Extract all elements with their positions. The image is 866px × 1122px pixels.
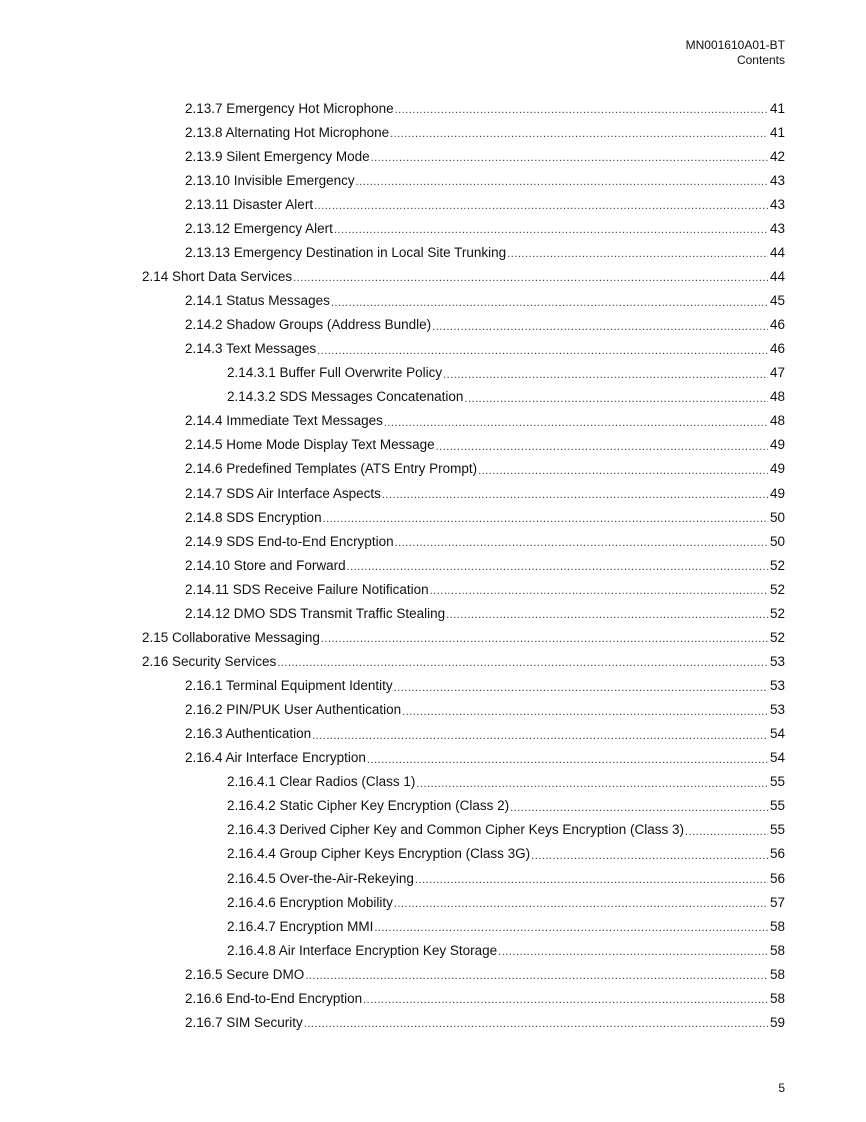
toc-dot-leader — [374, 922, 768, 934]
toc-entry-title: 2.14 Short Data Services — [142, 268, 293, 284]
toc-entry-title: 2.16.1 Terminal Equipment Identity — [185, 678, 393, 694]
toc-entry-title: 2.14.10 Store and Forward — [185, 557, 346, 573]
toc-entry[interactable] — [0, 337, 785, 361]
toc-dot-leader — [304, 1018, 768, 1030]
toc-entry-page: 52 — [769, 581, 785, 597]
toc-entry-page: 57 — [769, 894, 785, 910]
toc-dot-leader — [443, 369, 768, 381]
toc-entry[interactable] — [0, 168, 785, 192]
toc-entry-page: 54 — [769, 750, 785, 766]
toc-dot-leader — [363, 994, 768, 1006]
toc-entry-title: 2.16.4.7 Encryption MMI — [227, 918, 374, 934]
toc-entry-page: 50 — [769, 533, 785, 549]
toc-dot-leader — [416, 778, 768, 790]
toc-entry-title: 2.16.4.4 Group Cipher Keys Encryption (Class 3G) — [227, 846, 531, 862]
toc-dot-leader — [498, 946, 768, 958]
toc-entry-page: 48 — [769, 389, 785, 405]
toc-entry-page: 56 — [769, 846, 785, 862]
table-of-contents — [0, 96, 866, 1034]
toc-entry[interactable] — [0, 818, 785, 842]
toc-entry-title: 2.15 Collaborative Messaging — [142, 629, 320, 645]
toc-entry[interactable] — [0, 770, 785, 794]
toc-entry-title: 2.16.3 Authentication — [185, 726, 312, 742]
toc-entry[interactable] — [0, 361, 785, 385]
toc-entry-page: 45 — [769, 293, 785, 309]
page-number: 5 — [778, 1081, 785, 1095]
toc-dot-leader — [685, 826, 768, 838]
toc-dot-leader — [334, 224, 768, 236]
toc-entry[interactable] — [0, 457, 785, 481]
toc-dot-leader — [314, 200, 768, 212]
toc-entry-title: 2.13.10 Invisible Emergency — [185, 172, 355, 188]
toc-dot-leader — [394, 682, 768, 694]
toc-dot-leader — [446, 609, 768, 621]
toc-entry-page: 58 — [769, 990, 785, 1006]
toc-entry[interactable] — [0, 96, 785, 120]
toc-entry[interactable] — [0, 264, 785, 288]
toc-entry-title: 2.13.13 Emergency Destination in Local Site Trunking — [185, 244, 507, 260]
toc-entry[interactable] — [0, 986, 785, 1010]
toc-entry-page: 53 — [769, 702, 785, 718]
toc-entry[interactable] — [0, 1010, 785, 1034]
toc-entry-page: 46 — [769, 317, 785, 333]
toc-dot-leader — [293, 272, 768, 284]
toc-entry-page: 55 — [769, 774, 785, 790]
toc-entry-page: 56 — [769, 870, 785, 886]
toc-entry-title: 2.16 Security Services — [142, 653, 277, 669]
toc-entry[interactable] — [0, 577, 785, 601]
section-title: Contents — [736, 53, 785, 67]
toc-entry-page: 55 — [769, 798, 785, 814]
toc-entry[interactable] — [0, 674, 785, 698]
toc-entry-page: 58 — [769, 918, 785, 934]
toc-entry[interactable] — [0, 144, 785, 168]
toc-dot-leader — [277, 657, 768, 669]
toc-dot-leader — [531, 850, 768, 862]
toc-entry-page: 53 — [769, 653, 785, 669]
toc-entry[interactable] — [0, 240, 785, 264]
toc-entry-title: 2.14.4 Immediate Text Messages — [185, 413, 383, 429]
toc-entry-title: 2.14.2 Shadow Groups (Address Bundle) — [185, 317, 432, 333]
toc-entry-page: 49 — [769, 485, 785, 501]
toc-entry[interactable] — [0, 866, 785, 890]
toc-entry-page: 54 — [769, 726, 785, 742]
toc-entry[interactable] — [0, 553, 785, 577]
toc-entry-title: 2.16.5 Secure DMO — [185, 966, 305, 982]
toc-entry-title: 2.13.7 Emergency Hot Microphone — [185, 100, 394, 116]
toc-dot-leader — [321, 633, 768, 645]
toc-dot-leader — [367, 754, 768, 766]
toc-entry[interactable] — [0, 746, 785, 770]
toc-entry-title: 2.16.7 SIM Security — [185, 1014, 303, 1030]
toc-entry[interactable] — [0, 914, 785, 938]
toc-entry[interactable] — [0, 649, 785, 673]
toc-entry-title: 2.14.1 Status Messages — [185, 293, 330, 309]
toc-entry-page: 50 — [769, 509, 785, 525]
toc-entry[interactable] — [0, 409, 785, 433]
toc-entry[interactable] — [0, 698, 785, 722]
toc-dot-leader — [347, 561, 768, 573]
toc-entry-title: 2.16.6 End-to-End Encryption — [185, 990, 363, 1006]
toc-entry[interactable] — [0, 601, 785, 625]
toc-entry-page: 52 — [769, 557, 785, 573]
toc-dot-leader — [464, 393, 768, 405]
toc-entry[interactable] — [0, 505, 785, 529]
toc-entry-title: 2.16.4.2 Static Cipher Key Encryption (Class 2) — [227, 798, 510, 814]
toc-dot-leader — [331, 297, 768, 309]
toc-dot-leader — [395, 104, 768, 116]
toc-dot-leader — [510, 802, 768, 814]
toc-dot-leader — [395, 537, 768, 549]
toc-dot-leader — [356, 176, 768, 188]
toc-entry-page: 44 — [769, 268, 785, 284]
toc-entry[interactable] — [0, 842, 785, 866]
toc-dot-leader — [305, 970, 768, 982]
toc-entry[interactable] — [0, 385, 785, 409]
toc-entry-title: 2.14.5 Home Mode Display Text Message — [185, 437, 435, 453]
toc-entry-title: 2.14.7 SDS Air Interface Aspects — [185, 485, 381, 501]
toc-entry-title: 2.16.2 PIN/PUK User Authentication — [185, 702, 402, 718]
toc-entry-page: 46 — [769, 341, 785, 357]
toc-dot-leader — [436, 441, 768, 453]
page-header — [686, 38, 785, 68]
toc-entry-title: 2.16.4.8 Air Interface Encryption Key Storage — [227, 942, 498, 958]
toc-entry-page: 43 — [769, 220, 785, 236]
toc-entry[interactable] — [0, 216, 785, 240]
toc-entry-title: 2.16.4.1 Clear Radios (Class 1) — [227, 774, 416, 790]
toc-entry[interactable] — [0, 289, 785, 313]
toc-entry-page: 58 — [769, 966, 785, 982]
toc-dot-leader — [323, 513, 768, 525]
toc-dot-leader — [312, 730, 768, 742]
toc-entry[interactable] — [0, 962, 785, 986]
toc-entry-page: 48 — [769, 413, 785, 429]
toc-entry[interactable] — [0, 120, 785, 144]
toc-entry-title: 2.14.3.1 Buffer Full Overwrite Policy — [227, 365, 443, 381]
toc-entry-title: 2.14.3.2 SDS Messages Concatenation — [227, 389, 464, 405]
toc-entry[interactable] — [0, 192, 785, 216]
toc-dot-leader — [402, 706, 768, 718]
toc-dot-leader — [507, 248, 768, 260]
toc-entry-title: 2.14.9 SDS End-to-End Encryption — [185, 533, 394, 549]
toc-entry-page: 52 — [769, 629, 785, 645]
toc-entry-page: 49 — [769, 437, 785, 453]
toc-dot-leader — [317, 345, 768, 357]
toc-entry-title: 2.16.4.6 Encryption Mobility — [227, 894, 393, 910]
toc-entry-page: 47 — [769, 365, 785, 381]
toc-entry-page: 52 — [769, 605, 785, 621]
toc-entry-title: 2.16.4.5 Over-the-Air-Rekeying — [227, 870, 414, 886]
toc-entry-page: 43 — [769, 196, 785, 212]
toc-entry[interactable] — [0, 481, 785, 505]
toc-dot-leader — [430, 585, 768, 597]
toc-entry-title: 2.13.12 Emergency Alert — [185, 220, 333, 236]
toc-entry-page: 41 — [769, 100, 785, 116]
toc-entry[interactable] — [0, 938, 785, 962]
toc-entry[interactable] — [0, 890, 785, 914]
toc-entry[interactable] — [0, 433, 785, 457]
toc-dot-leader — [415, 874, 768, 886]
toc-dot-leader — [371, 152, 768, 164]
toc-entry[interactable] — [0, 722, 785, 746]
toc-entry-title: 2.14.3 Text Messages — [185, 341, 317, 357]
toc-entry-page: 49 — [769, 461, 785, 477]
toc-entry[interactable] — [0, 313, 785, 337]
toc-dot-leader — [384, 417, 768, 429]
toc-entry[interactable] — [0, 625, 785, 649]
toc-dot-leader — [382, 489, 768, 501]
toc-entry-page: 43 — [769, 172, 785, 188]
toc-entry-page: 41 — [769, 124, 785, 140]
toc-dot-leader — [390, 128, 768, 140]
toc-entry-title: 2.14.12 DMO SDS Transmit Traffic Stealing — [185, 605, 446, 621]
toc-entry-page: 42 — [769, 148, 785, 164]
toc-entry-title: 2.16.4 Air Interface Encryption — [185, 750, 366, 766]
document-id: MN001610A01-BT — [685, 38, 785, 52]
toc-entry-title: 2.13.11 Disaster Alert — [185, 196, 314, 212]
toc-entry-page: 58 — [769, 942, 785, 958]
toc-entry-page: 59 — [769, 1014, 785, 1030]
toc-entry-title: 2.13.8 Alternating Hot Microphone — [185, 124, 390, 140]
toc-entry-title: 2.13.9 Silent Emergency Mode — [185, 148, 370, 164]
toc-dot-leader — [478, 465, 768, 477]
toc-entry[interactable] — [0, 794, 785, 818]
toc-entry-title: 2.14.11 SDS Receive Failure Notification — [185, 581, 429, 597]
toc-entry-title: 2.14.8 SDS Encryption — [185, 509, 322, 525]
toc-entry-page: 55 — [769, 822, 785, 838]
toc-entry-title: 2.16.4.3 Derived Cipher Key and Common Cipher Keys Encryption (Class 3) — [227, 822, 684, 838]
toc-entry-title: 2.14.6 Predefined Templates (ATS Entry Prompt) — [185, 461, 478, 477]
toc-entry[interactable] — [0, 529, 785, 553]
toc-dot-leader — [432, 321, 768, 333]
toc-dot-leader — [394, 898, 768, 910]
toc-entry-page: 44 — [769, 244, 785, 260]
toc-entry-page: 53 — [769, 678, 785, 694]
